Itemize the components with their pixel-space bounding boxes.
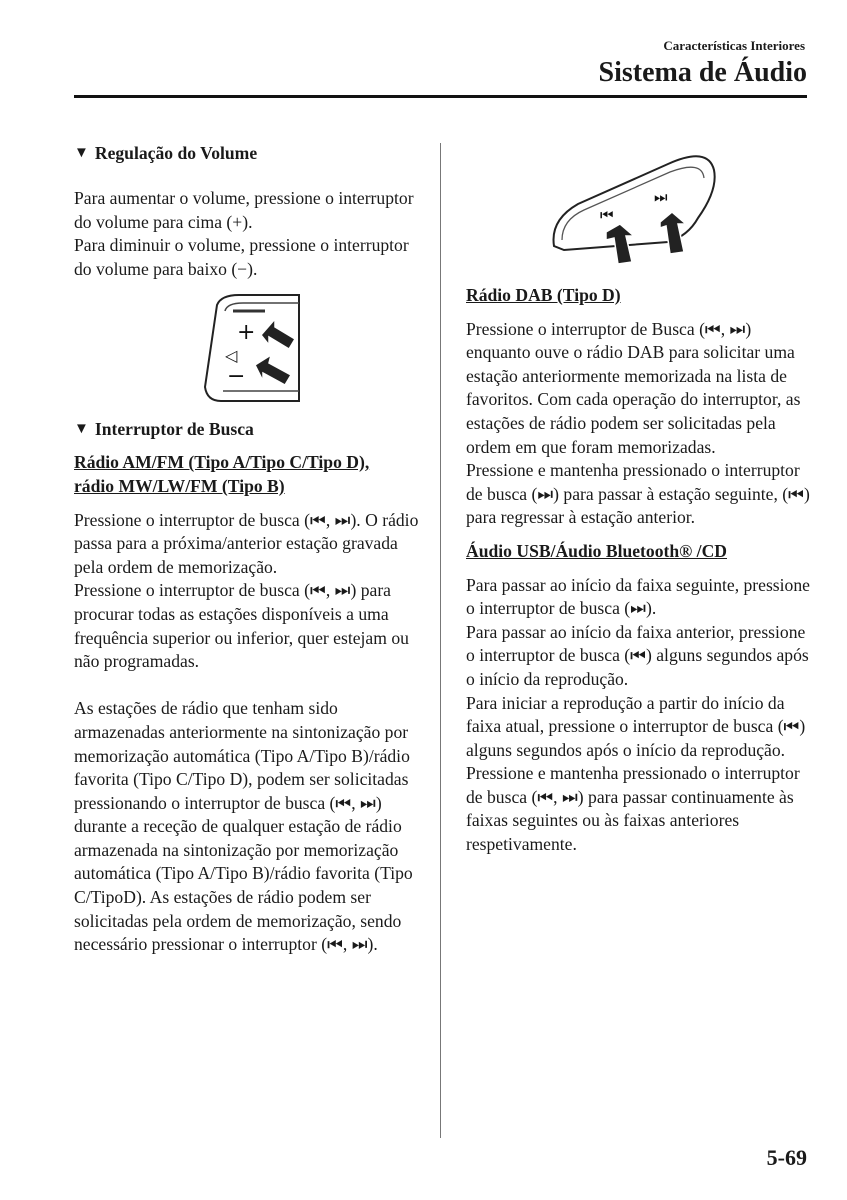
seek-section-title [74, 417, 424, 441]
seek-paragraph-2: Pressione o interruptor de busca (⏮, ⏭) para procurar todas as estações disponíveis a uma frequência superior ou inferior, quer estejam ou não programadas. [74, 580, 409, 672]
column-divider [440, 143, 441, 1138]
triangle-bullet-icon: ▼ [74, 420, 89, 437]
volume-section-title [74, 142, 424, 166]
page-title: Sistema de Áudio [598, 57, 807, 88]
volume-paragraph-down: Para diminuir o volume, pressione o interruptor do volume para baixo (−). [74, 235, 409, 279]
usb-paragraph-4: Pressione e mantenha pressionado o interruptor de busca (⏮, ⏭) para passar continuamente às faixas seguintes ou às faixas anteriores respetivamente. [466, 763, 800, 855]
svg-text:⏭: ⏭ [654, 188, 668, 206]
header-rule [74, 95, 807, 98]
volume-title-text: Regulação do Volume [94, 143, 258, 164]
left-column [74, 142, 424, 957]
am-fm-subhead-2: rádio MW/LW/FM (Tipo B) [74, 475, 285, 496]
usb-paragraph-1: Para passar ao início da faixa seguinte, pressione o interruptor de busca (⏭). [466, 574, 810, 619]
page-number: 5-69 [766, 1145, 807, 1170]
right-column [466, 284, 811, 857]
volume-switch-illustration [74, 289, 424, 413]
dab-paragraph-2: Pressione e mantenha pressionado o interruptor de busca (⏭) para passar à estação seguinte, (⏮) para regressar à estação anterior. [466, 460, 810, 528]
seek-paragraph-1: Pressione o interruptor de busca (⏮, ⏭). O rádio passa para a próxima/anterior estação gravada pela ordem de memorização. [74, 509, 419, 577]
section-header: Características Interiores [663, 38, 805, 53]
am-fm-subhead-1: Rádio AM/FM (Tipo A/Tipo C/Tipo D), [74, 452, 370, 473]
usb-paragraph-3: Para iniciar a reprodução a partir do início da faixa atual, pressione o interruptor de busca (⏮) alguns segundos após o início da reprodução. [466, 692, 806, 760]
usb-subhead: Áudio USB/Áudio Bluetooth® /CD [466, 540, 727, 561]
seek-title-text: Interruptor de Busca [94, 418, 254, 439]
svg-text:−: − [227, 364, 246, 390]
dab-paragraph-1: Pressione o interruptor de Busca (⏮, ⏭) enquanto ouve o rádio DAB para solicitar uma estação anteriormente memorizada na lista de favoritos. Com cada operação do interruptor, as estações de rádio podem ser solicitadas pela ordem em que foram memorizadas. [466, 318, 801, 457]
seek-paragraph-3: As estações de rádio que tenham sido armazenadas anteriormente na sintonização por memorização automática (Tipo A/Tipo B)/rádio favorita (Tipo C/Tipo D), podem ser solicitadas pressionando o interruptor de busca (⏮, ⏭) durante a receção de qualquer estação de rádio armazenada na sintonização por memorização automática (Tipo A/Tipo B)/rádio favorita (Tipo C/TipoD). As estações de rádio podem ser solicitadas pela ordem de memorização, sendo necessário pressionar o interruptor (⏮, ⏭). [74, 698, 413, 955]
svg-text:◁: ◁ [225, 346, 238, 366]
svg-text:⏮: ⏮ [600, 206, 614, 224]
volume-paragraph-up: Para aumentar o volume, pressione o interruptor do volume para cima (+). [74, 188, 414, 232]
svg-text:+: + [237, 320, 256, 346]
usb-paragraph-2: Para passar ao início da faixa anterior, pressione o interruptor de busca (⏮) alguns segundos após o início da reprodução. [466, 621, 809, 689]
dab-subhead: Rádio DAB (Tipo D) [466, 285, 621, 305]
seek-switch-illustration [548, 150, 720, 270]
triangle-bullet-icon: ▼ [74, 145, 89, 162]
